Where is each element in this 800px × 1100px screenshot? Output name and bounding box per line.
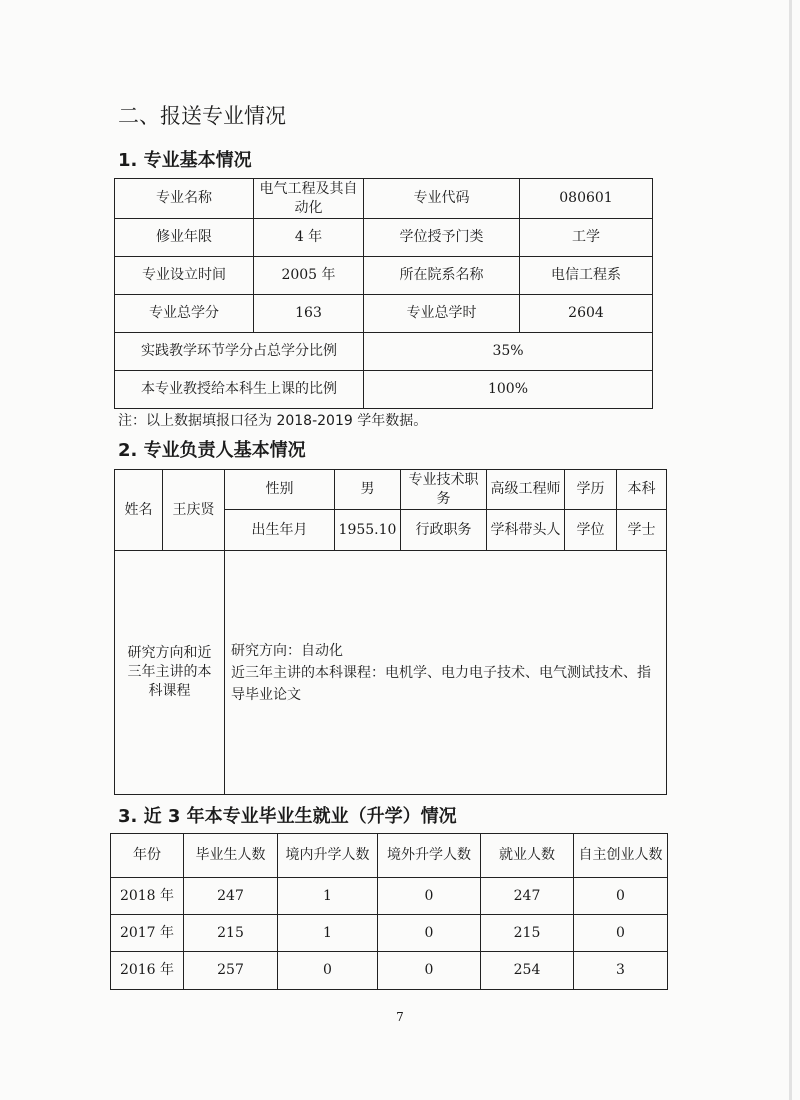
label-cell: 专业总学分 bbox=[115, 295, 254, 333]
degree-value: 学士 bbox=[617, 510, 667, 551]
tech-title-value: 高级工程师 bbox=[487, 470, 565, 510]
data-cell: 254 bbox=[481, 952, 574, 990]
education-value: 本科 bbox=[617, 470, 667, 510]
data-cell: 257 bbox=[184, 952, 278, 990]
header-cell: 毕业生人数 bbox=[184, 834, 278, 878]
table-row bbox=[115, 333, 653, 371]
label-cell: 专业代码 bbox=[364, 179, 520, 219]
table-row bbox=[111, 915, 668, 952]
data-cell: 215 bbox=[184, 915, 278, 952]
table-row bbox=[115, 295, 653, 333]
page-edge bbox=[789, 0, 792, 1100]
value-cell: 2005 年 bbox=[254, 257, 364, 295]
practice-ratio-value: 35% bbox=[364, 333, 653, 371]
data-cell: 1 bbox=[278, 878, 378, 915]
value-cell: 4 年 bbox=[254, 219, 364, 257]
label-cell: 专业名称 bbox=[115, 179, 254, 219]
table-row bbox=[115, 551, 667, 795]
value-cell: 电信工程系 bbox=[520, 257, 653, 295]
data-cell: 0 bbox=[574, 915, 668, 952]
data-cell: 247 bbox=[481, 878, 574, 915]
data-cell: 0 bbox=[378, 915, 481, 952]
gender-value: 男 bbox=[335, 470, 401, 510]
table-row bbox=[111, 878, 668, 915]
data-cell: 247 bbox=[184, 878, 278, 915]
admin-value: 学科带头人 bbox=[487, 510, 565, 551]
education-label: 学历 bbox=[565, 470, 617, 510]
table-row bbox=[115, 470, 667, 510]
employment-title: 3. 近 3 年本专业毕业生就业（升学）情况 bbox=[118, 806, 457, 827]
data-cell: 1 bbox=[278, 915, 378, 952]
research-label: 研究方向和近三年主讲的本科课程 bbox=[115, 551, 225, 795]
label-cell: 专业总学时 bbox=[364, 295, 520, 333]
page-number: 7 bbox=[396, 1010, 404, 1024]
table-row bbox=[115, 219, 653, 257]
value-cell: 工学 bbox=[520, 219, 653, 257]
label-cell: 学位授予门类 bbox=[364, 219, 520, 257]
name-label: 姓名 bbox=[115, 470, 163, 551]
table-row bbox=[115, 257, 653, 295]
label-cell: 专业设立时间 bbox=[115, 257, 254, 295]
value-cell: 080601 bbox=[520, 179, 653, 219]
value-cell: 163 bbox=[254, 295, 364, 333]
employment-table bbox=[110, 833, 668, 990]
leader-info-table bbox=[114, 469, 667, 795]
basic-info-title: 1. 专业基本情况 bbox=[118, 150, 252, 171]
gender-label: 性别 bbox=[225, 470, 335, 510]
taught-courses: 近三年主讲的本科课程：电机学、电力电子技术、电气测试技术、指导毕业论文 bbox=[231, 664, 651, 703]
header-cell: 年份 bbox=[111, 834, 184, 878]
header-cell: 就业人数 bbox=[481, 834, 574, 878]
table-row bbox=[115, 179, 653, 219]
leader-info-title: 2. 专业负责人基本情况 bbox=[118, 440, 306, 461]
year-cell: 2018 年 bbox=[111, 878, 184, 915]
year-cell: 2016 年 bbox=[111, 952, 184, 990]
data-cell: 3 bbox=[574, 952, 668, 990]
research-direction: 研究方向：自动化 bbox=[231, 642, 343, 659]
practice-ratio-label: 实践教学环节学分占总学分比例 bbox=[115, 333, 364, 371]
data-cell: 0 bbox=[378, 878, 481, 915]
label-cell: 所在院系名称 bbox=[364, 257, 520, 295]
professor-ratio-value: 100% bbox=[364, 371, 653, 409]
section-title: 二、报送专业情况 bbox=[118, 104, 286, 128]
header-cell: 境内升学人数 bbox=[278, 834, 378, 878]
data-note: 注：以上数据填报口径为 2018-2019 学年数据。 bbox=[118, 413, 428, 429]
header-cell: 自主创业人数 bbox=[574, 834, 668, 878]
data-cell: 0 bbox=[574, 878, 668, 915]
birth-value: 1955.10 bbox=[335, 510, 401, 551]
name-value: 王庆贤 bbox=[163, 470, 225, 551]
year-cell: 2017 年 bbox=[111, 915, 184, 952]
label-cell: 修业年限 bbox=[115, 219, 254, 257]
value-cell: 电气工程及其自动化 bbox=[254, 179, 364, 219]
table-row bbox=[115, 371, 653, 409]
degree-label: 学位 bbox=[565, 510, 617, 551]
data-cell: 0 bbox=[378, 952, 481, 990]
basic-info-table bbox=[114, 178, 653, 409]
data-cell: 215 bbox=[481, 915, 574, 952]
data-cell: 0 bbox=[278, 952, 378, 990]
table-header-row bbox=[111, 834, 668, 878]
admin-label: 行政职务 bbox=[401, 510, 487, 551]
birth-label: 出生年月 bbox=[225, 510, 335, 551]
table-row bbox=[111, 952, 668, 990]
header-cell: 境外升学人数 bbox=[378, 834, 481, 878]
tech-title-label: 专业技术职务 bbox=[401, 470, 487, 510]
research-content bbox=[225, 551, 667, 795]
value-cell: 2604 bbox=[520, 295, 653, 333]
professor-ratio-label: 本专业教授给本科生上课的比例 bbox=[115, 371, 364, 409]
